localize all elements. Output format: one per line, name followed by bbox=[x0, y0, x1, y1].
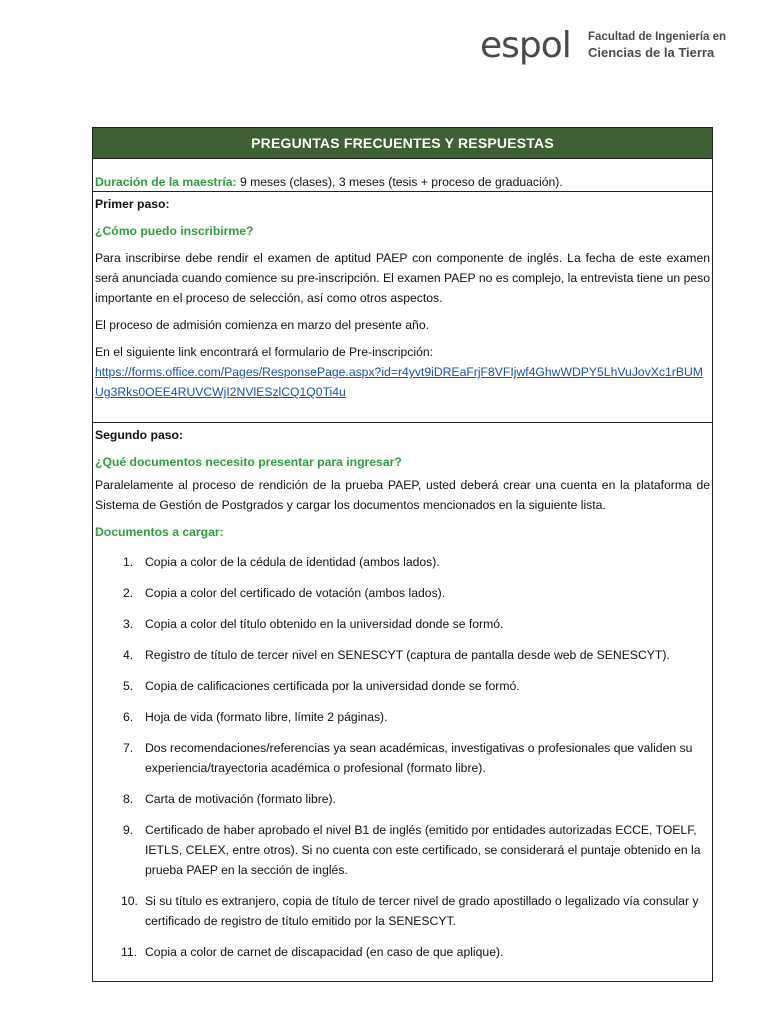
item-number: 11. bbox=[121, 945, 138, 959]
list-item bbox=[95, 552, 710, 572]
list-item bbox=[95, 820, 710, 880]
list-item bbox=[95, 789, 710, 809]
item-text: Carta de motivación (formato libre). bbox=[145, 792, 337, 806]
faq-title: PREGUNTAS FRECUENTES Y RESPUESTAS bbox=[93, 128, 712, 158]
item-text: Copia a color del título obtenido en la universidad donde se formó. bbox=[145, 617, 504, 631]
item-text: Si su título es extranjero, copia de título de tercer nivel de grado apostillado o legalizado vía consular y certificado de registro de título emitido por la SENESCYT. bbox=[145, 894, 699, 928]
item-text: Copia a color del certificado de votación (ambos lados). bbox=[145, 586, 446, 600]
header bbox=[480, 26, 740, 70]
list-item bbox=[95, 676, 710, 696]
step2-heading: Segundo paso: bbox=[95, 428, 184, 442]
list-item bbox=[95, 891, 710, 931]
item-text: Dos recomendaciones/referencias ya sean académicas, investigativas o profesionales que validen su experiencia/trayectoria académica o profesional (formato libre). bbox=[145, 741, 693, 775]
step2-question: ¿Qué documentos necesito presentar para ingresar? bbox=[95, 455, 402, 469]
step1-heading: Primer paso: bbox=[95, 197, 170, 211]
item-text: Registro de título de tercer nivel en SENESCYT (captura de pantalla desde web de SENESCYT). bbox=[145, 648, 670, 662]
list-item bbox=[95, 738, 710, 778]
item-number: 2. bbox=[123, 586, 134, 600]
step1-section bbox=[93, 191, 712, 422]
documents-list bbox=[95, 552, 710, 962]
faculty-line-1: Facultad de Ingeniería en bbox=[588, 31, 727, 43]
item-text: Certificado de haber aprobado el nivel B1 de inglés (emitido por entidades autorizadas ECCE, TOELF, IETLS, CELEX, entre otros). Si no cuenta con este certificado, se considerará el puntaje obtenido en la prueba PAEP en la sección de inglés. bbox=[145, 823, 701, 877]
list-item bbox=[95, 614, 710, 634]
item-number: 8. bbox=[123, 792, 134, 806]
espol-logo: espol bbox=[480, 25, 571, 66]
item-number: 3. bbox=[123, 617, 134, 631]
preinscription-link[interactable]: https://forms.office.com/Pages/ResponsePage.aspx?id=r4yvt9iDREaFrjF8VFIjwf4GhwWDPY5LhVuJovXc1rBUMUg3Rks0OEE4RUVCWjI2NVlESzlCQ1Q0Ti4u bbox=[95, 365, 703, 399]
step2-paragraph-1: Paralelamente al proceso de rendición de la prueba PAEP, usted deberá crear una cuenta en la plataforma de Sistema de Gestión de Postgrados y cargar los documentos mencionados en la siguiente lista. bbox=[95, 478, 710, 512]
item-number: 1. bbox=[123, 555, 134, 569]
item-text: Copia a color de la cédula de identidad (ambos lados). bbox=[145, 555, 440, 569]
item-number: 5. bbox=[123, 679, 134, 693]
item-text: Copia de calificaciones certificada por la universidad donde se formó. bbox=[145, 679, 520, 693]
step2-section bbox=[93, 422, 712, 962]
list-item bbox=[95, 583, 710, 603]
step1-question: ¿Cómo puedo inscribirme? bbox=[95, 224, 254, 238]
duration-label: Duración de la maestría: bbox=[95, 175, 237, 189]
item-text: Hoja de vida (formato libre, límite 2 páginas). bbox=[145, 710, 388, 724]
list-item bbox=[95, 942, 710, 962]
list-item bbox=[95, 645, 710, 665]
step1-paragraph-2: El proceso de admisión comienza en marzo del presente año. bbox=[95, 318, 429, 332]
list-item bbox=[95, 707, 710, 727]
step1-paragraph-1: Para inscribirse debe rendir el examen de aptitud PAEP con componente de inglés. La fecha de este examen será anunciada cuando comience su pre-inscripción. El examen PAEP no es complejo, la entrevista tiene un peso importante en el proceso de selección, así como otros aspectos. bbox=[95, 251, 710, 305]
faq-table bbox=[92, 127, 713, 982]
item-number: 9. bbox=[123, 823, 134, 837]
item-number: 10. bbox=[121, 894, 138, 908]
duration-row bbox=[93, 158, 712, 191]
documents-heading: Documentos a cargar: bbox=[95, 525, 224, 539]
item-number: 4. bbox=[123, 648, 134, 662]
duration-value: 9 meses (clases), 3 meses (tesis + proceso de graduación). bbox=[239, 175, 563, 189]
step1-paragraph-3: En el siguiente link encontrará el formulario de Pre-inscripción: bbox=[95, 345, 434, 359]
item-number: 7. bbox=[123, 741, 134, 755]
item-number: 6. bbox=[123, 710, 134, 724]
item-text: Copia a color de carnet de discapacidad (en caso de que aplique). bbox=[145, 945, 504, 959]
faculty-name bbox=[588, 30, 726, 60]
faculty-line-2: Ciencias de la Tierra bbox=[588, 45, 715, 60]
